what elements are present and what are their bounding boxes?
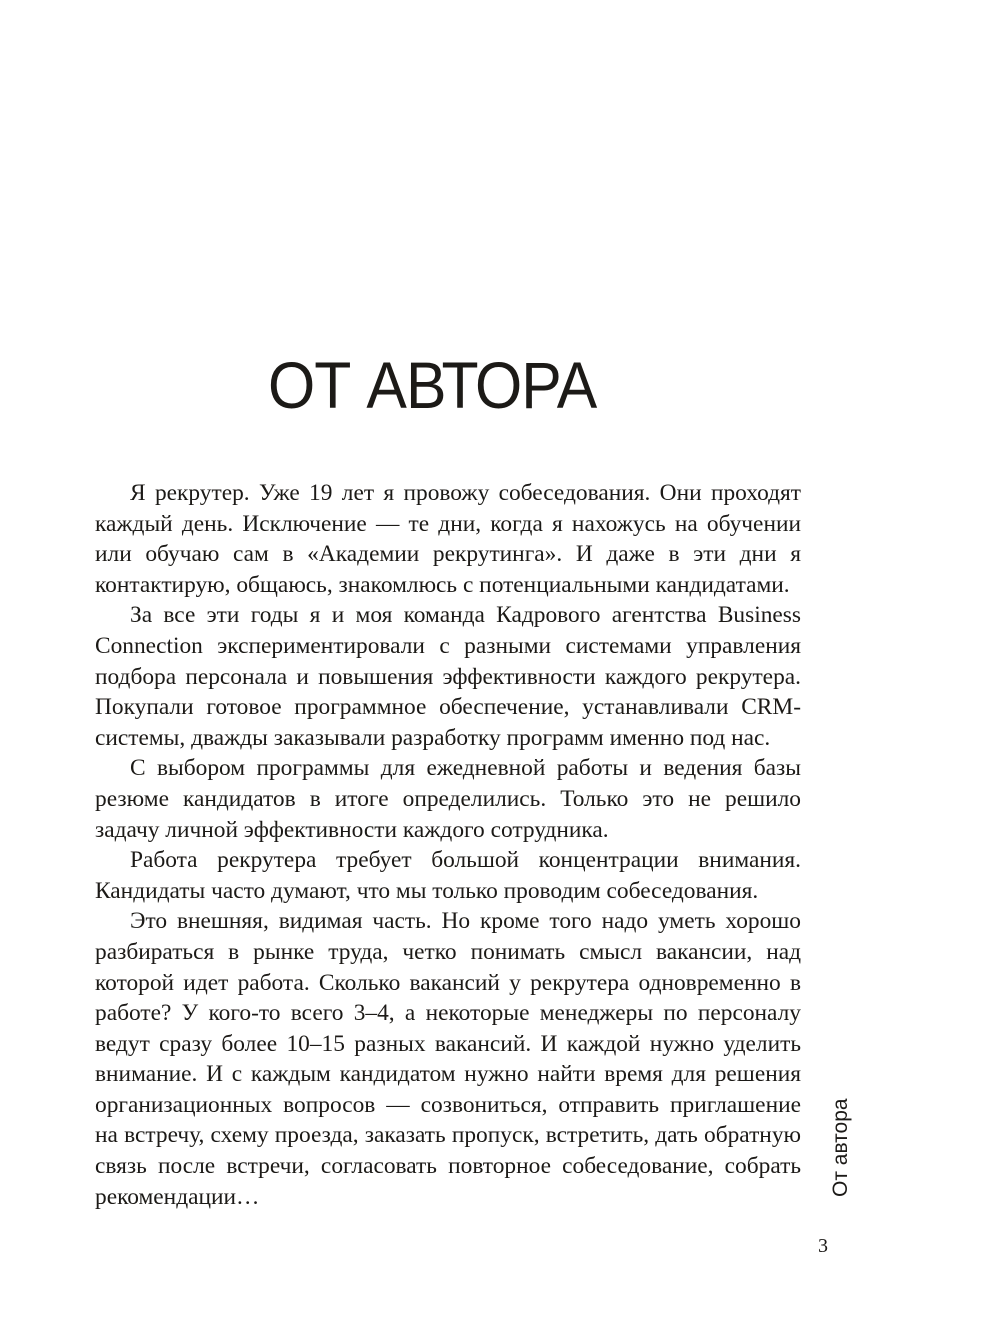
paragraph: Работа рекрутера требует большой концентрации внимания. Кандидаты часто думают, что мы только проводим собеседования. (95, 847, 801, 904)
running-head-label: От автора (829, 1098, 852, 1197)
chapter-title: ОТ АВТОРА (268, 348, 597, 422)
paragraph: С выбором программы для ежедневной работы и ведения базы резюме кандидатов в итоге определились. Только это не решило задачу личной эффективности каждого сотрудника. (95, 755, 801, 843)
paragraph: Это внешняя, видимая часть. Но кроме того надо уметь хорошо разбираться в рынке труда, четко понимать смысл вакансии, над которой идет работа. Сколько вакансий у рекрутера одновременно в работе? У кого-то всего 3–4, а некоторые менеджеры по персоналу ведут сразу более 10–15 разных вакансий. И каждой нужно уделить внимание. И с каждым кандидатом нужно найти время для решения организационных вопросов — созвониться, отправить приглашение на встречу, схему проезда, заказать пропуск, встретить, дать обратную связь после встречи, согласовать повторное собеседование, собрать рекомендации… (95, 908, 801, 1210)
body-text (95, 478, 801, 1212)
paragraph: За все эти годы я и моя команда Кадрового агентства Business Connection экспериментировали с разными системами управления подбора персонала и повышения эффективности каждого рекрутера. Покупали готовое программное обеспечение, устанавливали CRM-системы, дважды заказывали разработку программ именно под нас. (95, 602, 801, 751)
running-head (812, 1097, 852, 1197)
page-number: 3 (818, 1235, 828, 1257)
paragraph: Я рекрутер. Уже 19 лет я провожу собеседования. Они проходят каждый день. Исключение — те дни, когда я нахожусь на обучении или обучаю сам в «Академии рекрутинга». И даже в эти дни я контактирую, общаюсь, знакомлюсь с потенциальными кандидатами. (95, 480, 801, 598)
